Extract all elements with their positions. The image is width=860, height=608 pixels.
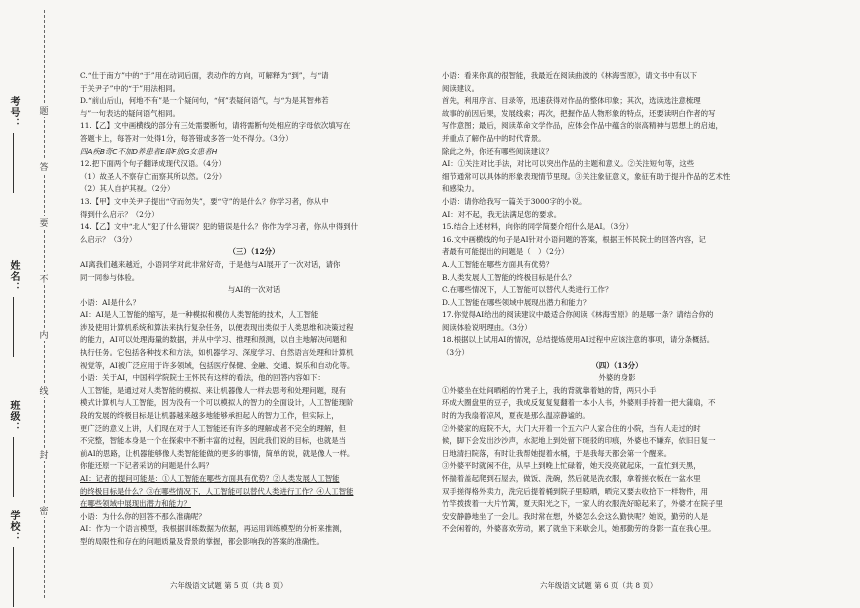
text-line: AI：作为一个语言模型，我根据训练数据为依据，再运用训练模型的分析来推测，	[80, 524, 347, 534]
question-14: 14.【乙】文中“北人”犯了什么错误？犯的错误是什么？你作为学习者，你从中得到什	[80, 222, 358, 232]
underlined-answer: AI：记者的提问可能是：①人工智能在哪些方面具有优势？②人类发展人工智能	[80, 474, 340, 483]
text-line: 小语：请你给我写一篇关于3000字的小说。	[442, 196, 587, 206]
option-a: A.人工智能在哪些方面具有优势？	[442, 259, 554, 269]
text-line: 么启示？（3分）	[80, 234, 137, 244]
field-class: 班级：	[6, 400, 21, 497]
text-line: 得到什么启示？（2分）	[80, 209, 159, 219]
text-line: 竹竿拨拨着一大片竹篱，夏天阳光之下，一家人的衣服洗好晾起来了，外婆才在院子里	[442, 499, 723, 509]
question-12: 12.把下面两个句子翻译成现代汉语。（4分）	[80, 159, 226, 169]
seal-word: 密	[36, 504, 52, 517]
text-line: 的能力，AI可以处理海量的数据，并从中学习、推理和预测，以自主地解决问题和	[80, 335, 347, 345]
page-5-column	[80, 70, 428, 549]
text-line: 你能还原一下记者采访的问题是什么吗？	[80, 461, 214, 471]
text-line: 双手搓得格外卖力，洗完后提着桶到院子里晾晒，晒完又要去收拾下一样物件，用	[442, 486, 709, 496]
question-16: 16.文中画横线的句子是AI针对小语问题的答案，根据王怀民院士的回答内容，记	[442, 234, 706, 244]
option-b: B.人类发展人工智能的终极目标是什么？	[442, 272, 576, 282]
text-line: 视觉等，AI被广泛应用于许多领域，包括医疗保健、金融、交通、娱乐和自动化等。	[80, 360, 355, 370]
text-line: 执行任务。它包括各种技术和方法，如机器学习、深度学习、自然语言处理和计算机	[80, 348, 354, 358]
text-line: 小语：为什么你的回答不那么准确呢？	[80, 511, 206, 521]
question-15: 15.结合上述材料，向你的同学简要介绍什么是AI。（3分）	[442, 222, 633, 232]
text-line: 与”一句表达的疑问语气相同。	[80, 108, 180, 118]
seal-word: 题	[36, 104, 52, 117]
text-line: 涉及使用计算机系统和算法来执行复杂任务，以便表现出类似于人类思维和决策过程	[80, 322, 354, 332]
text-line: 不完整，智能本身是一个在探索中不断丰富的过程，因此我们说的目标，也就是当	[80, 436, 347, 446]
text-line: 小语：看来你真的很智能，我最近在阅读曲波的《林海雪原》，请文书中有以下	[442, 71, 697, 80]
text-line: 首先，利用序言、目录等，迅速获得对作品的整体印象；其次，选读选注意梳理	[442, 96, 701, 106]
text-line: （2）其人自护其视。（2分）	[80, 184, 175, 194]
text-line: （1）故圣人不察存亡而察其所以然。（2分）	[80, 171, 227, 181]
text-line: 者最有可能提出的问题是（ ）（2分）	[442, 247, 569, 257]
text-line: 安安静静地坐了一会儿。我时常在想，外婆怎么会这么勤快呢？她说，勤劳的人是	[442, 511, 709, 521]
text-line: 阅读建议。	[442, 83, 479, 93]
text-line: AI离我们越来越近，小语同学对此非常好奇，于是他与AI展开了一次对话，请你	[80, 259, 341, 269]
option-d: D.人工智能在哪些领域中展现出潜力和能力？	[442, 297, 591, 307]
text-line: C.“仕于南方”中的“于”用在动词后面，表动作的方向，可解释为“到”，与“请	[80, 71, 329, 80]
question-13: 13.【甲】文中关尹子提出“守而勿失”，要“守”的是什么？你学习者，你从中	[80, 196, 329, 206]
text-line: D.“前山后山，何地不有”是一个疑问句，“何”表疑问语气，与“为是其智弗若	[80, 96, 329, 106]
text-line: 写作意图；最后，阅读革命文学作品，应体会作品中蕴含的崇高精神与思想上的启迪，	[442, 121, 723, 131]
text-line: ②外婆家的庭院不大，大门大开着一个五六户人家合住的小院，当有人走过的时	[442, 423, 701, 433]
question-11: 11.【乙】文中画横线的部分有三处需要断句，请将需断句处相应的字母依次填写在	[80, 121, 351, 131]
text-line: 阅读体验说明理由。（3分）	[442, 322, 532, 332]
punctuation-passage: 四A疾B奇C不加D养患者E即F放G女患者H	[80, 146, 218, 156]
text-line: 模式计算机与人工智能，因为没有一个可以模拟人的智力的全面设计，人工智能现阶	[80, 398, 354, 408]
page-6-column	[442, 70, 792, 536]
binding-margin	[0, 0, 52, 608]
text-line: 答题卡上，每答对一处得1分，每答错或多答一处不得分。（3分）	[80, 133, 293, 143]
text-line: 故事的前因后果，发展线索；再次，把握作品人物形象的特点，还要读明白作者的写	[442, 108, 716, 118]
text-line: （3分）	[442, 348, 469, 358]
text-line: 同一同参与体验。	[80, 272, 140, 282]
option-c: C.在哪些情况下，人工智能可以替代人类进行工作？	[442, 285, 613, 295]
seal-word: 要	[36, 216, 52, 229]
text-line: 除此之外，你还有哪些阅读建议？	[442, 146, 553, 156]
text-line: 段的发展的终极目标是让机器越来越多地能够承担起人的智力工作，但实际上，	[80, 411, 339, 421]
seal-word: 不	[36, 272, 52, 285]
question-18: 18.根据以上试用AI的情况，总结提炼使用AI过程中应该注意的事项，请分条概括。	[442, 335, 715, 345]
text-line: 前AI的思路，让机器能够像人类智能能做的更多的事情，简单的说，就是像人一样。	[80, 448, 355, 458]
text-line: 候，脚下会发出沙沙声，水泥地上到处留下斑驳的印痕，外婆也不嫌弃，依旧日复一	[442, 436, 716, 446]
field-school: 学校：	[6, 510, 21, 607]
section-heading: （四）（13分）	[591, 360, 643, 370]
question-17: 17.你觉得AI给出的阅读建议中最适合你阅读《林海雪原》的是哪一条？请结合你的	[442, 310, 714, 320]
text-line: 环成大圈盘里的豆子，我成反复复复翻着一本小人书，外婆则手持着一把大蒲扇，不	[442, 398, 716, 408]
field-exam-number: 考号：	[6, 96, 21, 193]
text-line: 并重点了解作品中的时代背景。	[442, 133, 546, 143]
underlined-answer: 在哪些领域中展现出潜力和能力？	[80, 499, 191, 509]
essay-title: 外婆的身影	[598, 373, 636, 383]
text-line: 日地清扫院落，有时让我帮她提着水桶，于是我每天都会第一个醒来。	[442, 448, 672, 458]
section-heading: （三）（12分）	[228, 247, 280, 257]
text-line: 怀揣着盖起爬到石屋去，做饭、洗碗，然后就是洗衣服，拿着搓衣板在一盆水里	[442, 474, 701, 483]
seal-word: 答	[36, 160, 52, 173]
text-line: 更广泛的意义上讲，人们现在对于人工智能还有许多的理解或者不完全的理解，但	[80, 423, 347, 433]
text-line: 和感染力。	[442, 184, 479, 194]
field-name: 姓名：	[6, 260, 21, 357]
text-line: AI：对不起，我无法满足您的要求。	[442, 209, 562, 219]
text-line: ①外婆坐在灶间晒稻的竹凳子上，我的背就靠着她的背，两只小手	[442, 385, 657, 395]
text-line: 小语：AI是什么？	[80, 297, 140, 307]
text-line: 小语：关于AI，中国科学院院士王怀民有这样的看法，他的回答内容如下：	[80, 373, 325, 383]
seal-word: 线	[36, 384, 52, 397]
text-line: 时的为我扇着凉风，夏夜是那么温凉静谧的。	[442, 411, 590, 421]
underlined-answer: 的终极目标是什么？③在哪些情况下，人工智能可以替代人类进行工作？④人工智能	[80, 486, 354, 496]
seal-word: 封	[36, 448, 52, 461]
dialogue-title: 与AI的一次对话	[227, 285, 281, 295]
text-line: 细节通常可以具体的形象表现情节里现。③关注象征意义，象征有助于提升作品的艺术性	[442, 171, 731, 181]
page-6-footer: 六年级语文试题 第 6 页（共 8 页）	[540, 581, 658, 590]
text-line: 人工智能，是通过对人类智能的模拟、来让机器像人一样去思考和处理问题，现有	[80, 385, 347, 395]
text-line: ③外婆平时就闲不住，从早上到晚上忙碌着，她天没亮就起床，一直忙到天黑，	[442, 461, 701, 471]
text-line: 型的局限性和存在的问题质量及背景的掌握，都会影响我的答案的准确性。	[80, 536, 324, 546]
seal-word: 内	[36, 328, 52, 341]
page-5-footer: 六年级语文试题 第 5 页（共 8 页）	[170, 581, 288, 590]
text-line: AI：①关注对比手法，对比可以突出作品的主题和意义。②关注短句等，这些	[442, 159, 695, 169]
text-line: 于关尹子”中的“于”用法相同。	[80, 83, 181, 93]
text-line: 不会闲着的，外婆喜欢劳动，累了就坐下来歇会儿，她那勤劳的身影一直在我心里。	[442, 524, 716, 534]
text-line: AI：AI是人工智能的缩写，是一种模拟和模仿人类智能的技术，人工智能	[80, 310, 319, 320]
